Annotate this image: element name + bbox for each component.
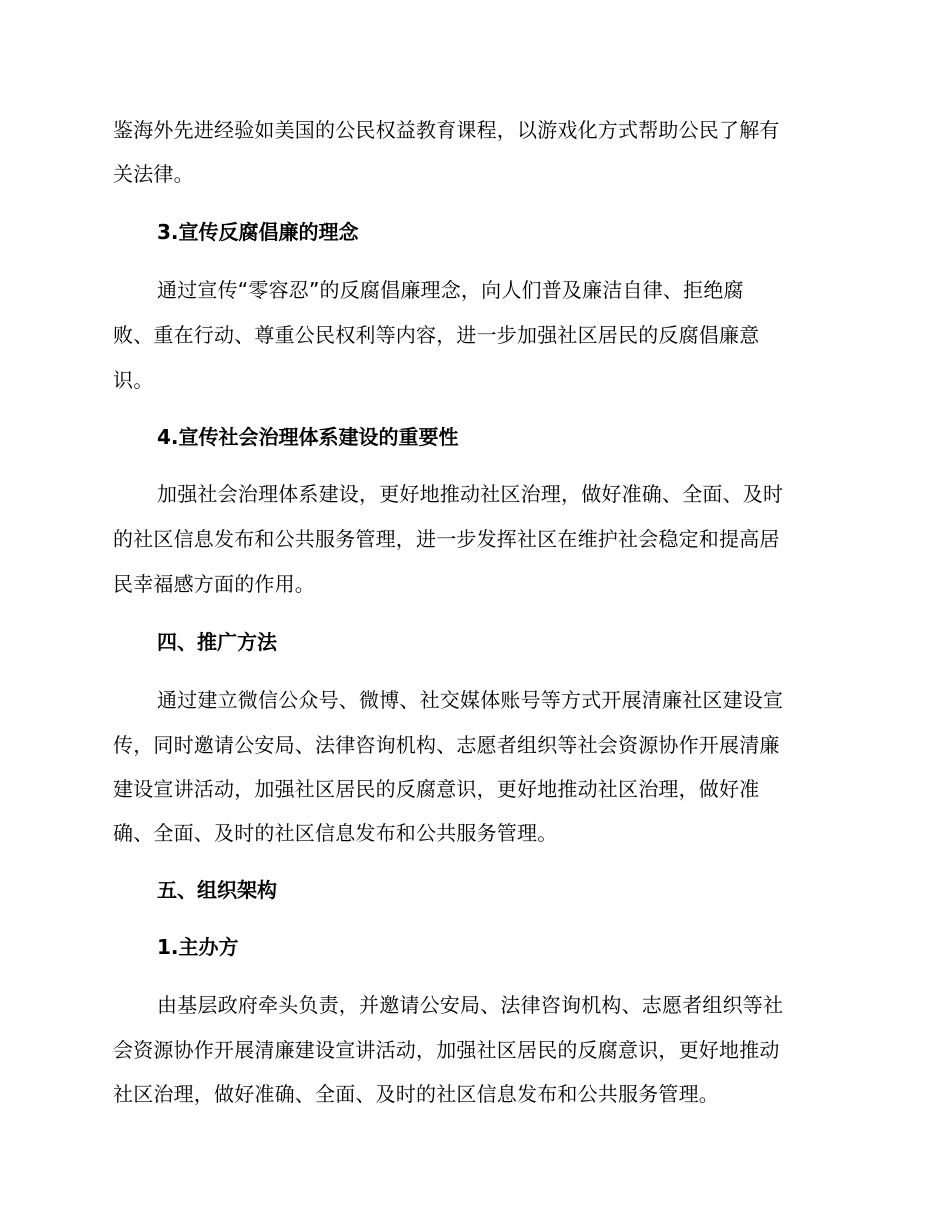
chapter-heading-promotion: 四、推广方法 <box>157 630 277 654</box>
paragraph-line: 建设宣讲活动，加强社区居民的反腐意识，更好地推动社区治理，做好准 <box>113 777 760 801</box>
paragraph-line: 鉴海外先进经验如美国的公民权益教育课程，以游戏化方式帮助公民了解有 <box>113 118 780 142</box>
paragraph-line: 加强社会治理体系建设，更好地推动社区治理，做好准确、全面、及时 <box>157 482 784 506</box>
paragraph-line: 败、重在行动、尊重公民权利等内容，进一步加强社区居民的反腐倡廉意 <box>113 323 760 347</box>
chapter-heading-organization: 五、组织架构 <box>157 878 277 902</box>
paragraph-line: 确、全面、及时的社区信息发布和公共服务管理。 <box>113 821 558 845</box>
paragraph-line: 通过建立微信公众号、微博、社交媒体账号等方式开展清廉社区建设宣 <box>157 688 784 712</box>
paragraph-line: 关法律。 <box>113 162 194 186</box>
paragraph-line: 传，同时邀请公安局、法律咨询机构、志愿者组织等社会资源协作开展清廉 <box>113 733 780 757</box>
paragraph-line: 会资源协作开展清廉建设宣讲活动，加强社区居民的反腐意识，更好地推动 <box>113 1038 780 1062</box>
paragraph-line: 社区治理，做好准确、全面、及时的社区信息发布和公共服务管理。 <box>113 1082 719 1106</box>
paragraph-line: 民幸福感方面的作用。 <box>113 572 315 596</box>
section-heading-3: 3.宣传反腐倡廉的理念 <box>157 220 359 244</box>
section-heading-4: 4.宣传社会治理体系建设的重要性 <box>157 425 459 449</box>
paragraph-line: 通过宣传“零容忍”的反腐倡廉理念，向人们普及廉洁自律、拒绝腐 <box>157 278 744 302</box>
paragraph-line: 由基层政府牵头负责，并邀请公安局、法律咨询机构、志愿者组织等社 <box>157 993 784 1017</box>
paragraph-line: 的社区信息发布和公共服务管理，进一步发挥社区在维护社会稳定和提高居 <box>113 527 780 551</box>
paragraph-line: 识。 <box>113 368 154 392</box>
section-heading-organizer: 1.主办方 <box>157 935 239 959</box>
